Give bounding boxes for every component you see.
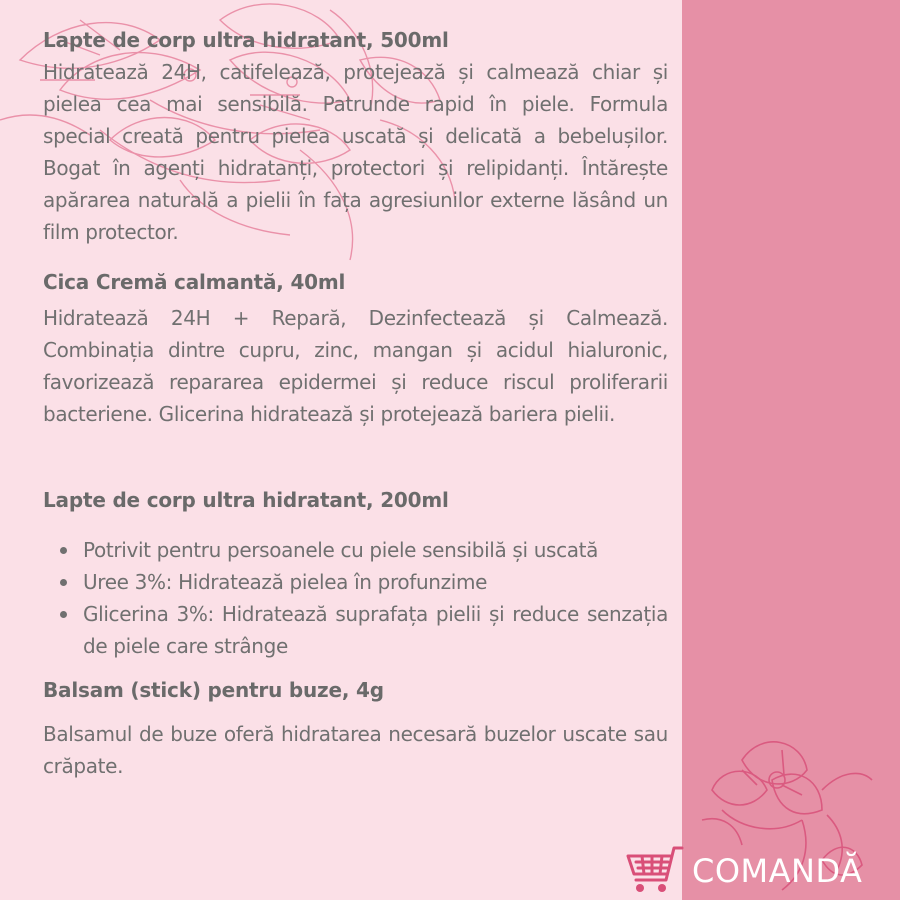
product-title: Lapte de corp ultra hidratant, 200ml <box>43 488 449 512</box>
product-description: Hidratează 24H + Repară, Dezinfectează și Calmează. Combinația dintre cupru, zinc, mangan și acidul hialuronic, favorizează repararea epidermei și reduce riscul proliferarii bacteriene. Glicerina hidratează și protejează bariera pielii. <box>43 306 668 426</box>
product-title: Balsam (stick) pentru buze, 4g <box>43 678 384 702</box>
product-description: Balsamul de buze oferă hidratarea necesară buzelor uscate sau crăpate. <box>43 722 668 778</box>
bullet-icon <box>60 547 67 554</box>
bullet-icon <box>60 579 67 586</box>
product-descriptions <box>43 26 668 782</box>
bullet-icon <box>60 611 67 618</box>
side-panel <box>682 0 900 900</box>
shopping-cart-icon <box>624 844 684 896</box>
product-title: Cica Cremă calmantă, 40ml <box>43 270 346 294</box>
product-bullet-list <box>43 534 668 662</box>
product-description: Hidratează 24H, catifelează, protejează și calmează chiar și pielea cea mai sensibilă. Patrunde rapid în piele. Formula special creată pentru pielea uscată și delicată a bebelușilor. Bogat în agenți hidratanți, protectori și relipidanți. Întărește apărarea naturală a pielii în fața agresiunilor externe lăsând un film protector. <box>43 60 668 244</box>
list-item: Glicerina 3%: Hidratează suprafața pielii și reduce senzația de piele care strânge <box>43 598 668 662</box>
order-button-label: COMANDĂ <box>692 852 863 890</box>
list-item: Potrivit pentru persoanele cu piele sensibilă și uscată <box>43 534 668 566</box>
product-title: Lapte de corp ultra hidratant, 500ml <box>43 28 449 52</box>
list-item: Uree 3%: Hidratează pielea în profunzime <box>43 566 668 598</box>
order-button[interactable] <box>620 838 900 900</box>
